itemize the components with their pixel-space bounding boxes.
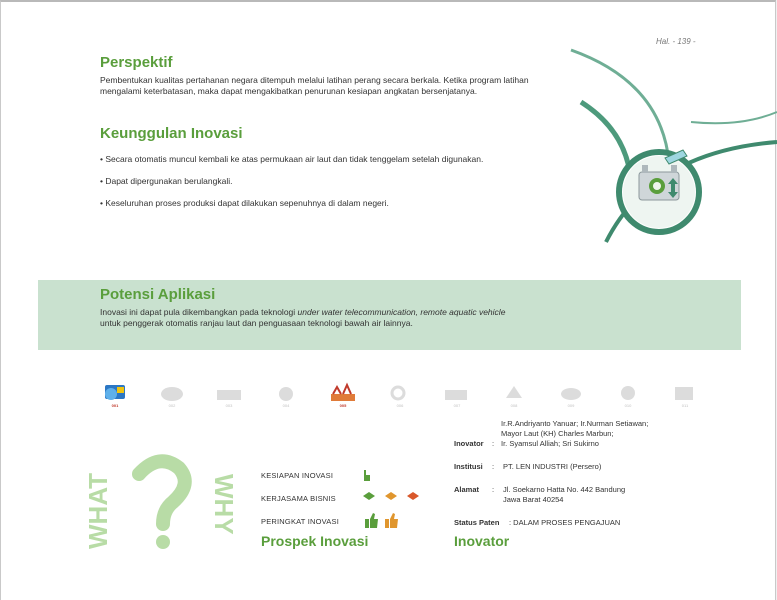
perspektif-line-1: Pembentukan kualitas pertahanan negara ditempuh melalui latihan perang secara berkala. Ketika program latihan	[100, 75, 529, 85]
institusi-label: Institusi	[454, 462, 483, 471]
inovator-names-line-1: Ir.R.Andriyanto Yanuar; Ir.Nurman Setiawan;	[501, 419, 649, 428]
environment-icon: 010	[610, 382, 646, 410]
alamat-line-2: Jawa Barat 40254	[503, 495, 564, 504]
keunggulan-bullet: • Secara otomatis muncul kembali ke atas permukaan air laut dan tidak tenggelam setelah digunakan.	[100, 154, 484, 164]
keunggulan-bullet: • Dapat dipergunakan berulangkali.	[100, 176, 233, 186]
logo-what-text: WHAT	[83, 472, 113, 549]
buoy-device-icon	[631, 150, 691, 210]
logo-why-text: WHY	[209, 474, 239, 535]
alamat-colon: :	[492, 485, 495, 494]
transport-icon: 009	[553, 382, 589, 410]
energy-icon: 008	[496, 382, 532, 410]
potensi-line-1: Inovasi ini dapat pula dikembangkan pada teknologi under water telecommunication, remote aquatic vehicle	[100, 307, 506, 317]
alamat-line-1: Jl. Soekarno Hatta No. 442 Bandung	[503, 485, 626, 494]
what-why-logo	[83, 454, 239, 554]
kerjasama-label: KERJASAMA BISNIS	[261, 494, 336, 503]
defense-icon: 005	[325, 382, 361, 410]
kesiapan-label: KESIAPAN INOVASI	[261, 471, 334, 480]
inovator-names-line-3: Ir. Syamsul Alliah; Sri Sukirno	[501, 439, 599, 448]
health-icon: 004	[268, 382, 304, 410]
research-icon: 006	[382, 382, 418, 410]
thumbs-up-icons	[363, 511, 403, 529]
inovator-heading: Inovator	[454, 533, 510, 549]
prospek-heading: Prospek Inovasi	[261, 533, 369, 549]
potensi-line-2: untuk penggerak otomatis ranjau laut dan penguasaan teknologi bawah air lainnya.	[100, 318, 413, 328]
inovator-label: Inovator	[454, 439, 484, 448]
institusi-colon: :	[492, 462, 495, 471]
peringkat-label: PERINGKAT INOVASI	[261, 517, 340, 526]
keunggulan-heading: Keunggulan Inovasi	[100, 125, 243, 142]
status-paten-label: Status Paten	[454, 518, 500, 527]
keunggulan-bullet: • Keseluruhan proses produksi dapat dilakukan sepenuhnya di dalam negeri.	[100, 198, 389, 208]
agriculture-icon: 003	[211, 382, 247, 410]
food-icon: 002	[154, 382, 190, 410]
kesiapan-hand-icon	[361, 468, 373, 482]
potensi-heading: Potensi Aplikasi	[100, 286, 216, 303]
manufacturing-icon: 011	[667, 382, 703, 410]
institusi-value: PT. LEN INDUSTRI (Persero)	[503, 462, 602, 471]
status-paten-value: : DALAM PROSES PENGAJUAN	[509, 518, 621, 527]
inovator-names-line-2: Mayor Laut (KH) Charles Marbun;	[501, 429, 614, 438]
inovator-colon: :	[492, 439, 495, 448]
perspektif-line-2: mengalami keterbatasan, maka dapat mengakibatkan penurunan kesiapan angkatan bersenjatanya.	[100, 86, 478, 96]
alamat-label: Alamat	[454, 485, 480, 494]
perspektif-heading: Perspektif	[100, 54, 173, 71]
handshake-icons	[361, 490, 431, 502]
decorative-arcs-graphic	[541, 42, 777, 252]
page-number: Hal. - 139 -	[656, 37, 696, 46]
industry-icon: 007	[439, 382, 475, 410]
ict-icon: 001	[97, 382, 133, 410]
